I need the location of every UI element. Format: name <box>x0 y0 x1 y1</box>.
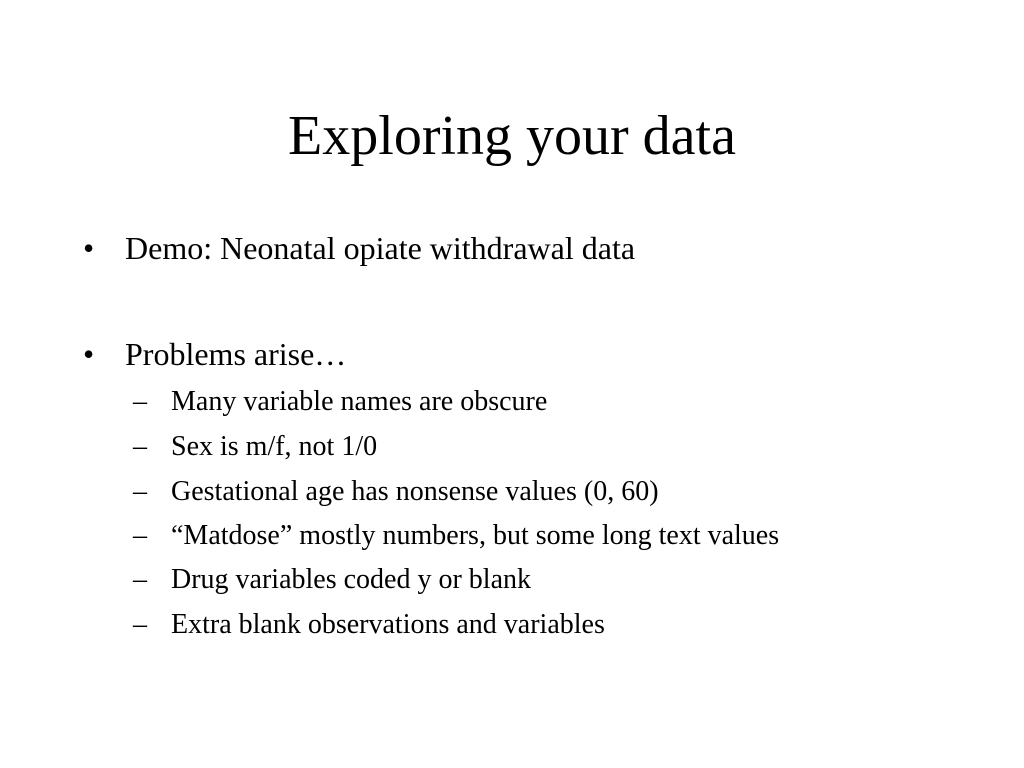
bullet-text: Problems arise… <box>125 336 347 372</box>
sub-bullet-item <box>133 385 547 419</box>
sub-bullet-text: Gestational age has nonsense values (0, 60) <box>171 476 659 507</box>
sub-bullet-marker: – <box>133 431 147 462</box>
sub-bullet-text: Sex is m/f, not 1/0 <box>171 431 378 462</box>
bullet-marker: • <box>83 336 95 372</box>
sub-bullet-item <box>133 563 531 597</box>
bullet-marker: • <box>83 230 95 266</box>
sub-bullet-text: Drug variables coded y or blank <box>171 564 531 595</box>
sub-bullet-text: Extra blank observations and variables <box>171 609 605 640</box>
sub-bullet-marker: – <box>133 476 147 507</box>
sub-bullet-marker: – <box>133 564 147 595</box>
sub-bullet-item <box>133 608 605 642</box>
sub-bullet-item <box>133 519 779 553</box>
sub-bullet-text: Many variable names are obscure <box>171 386 548 417</box>
sub-bullet-marker: – <box>133 520 147 551</box>
sub-bullet-item <box>133 430 377 464</box>
bullet-item <box>83 228 635 268</box>
sub-bullet-item <box>133 475 659 509</box>
slide-title: Exploring your data <box>288 105 736 167</box>
bullet-text: Demo: Neonatal opiate withdrawal data <box>125 230 636 266</box>
sub-bullet-marker: – <box>133 609 147 640</box>
sub-bullet-marker: – <box>133 386 147 417</box>
sub-bullet-text: “Matdose” mostly numbers, but some long text values <box>171 520 780 551</box>
bullet-item <box>83 334 346 374</box>
